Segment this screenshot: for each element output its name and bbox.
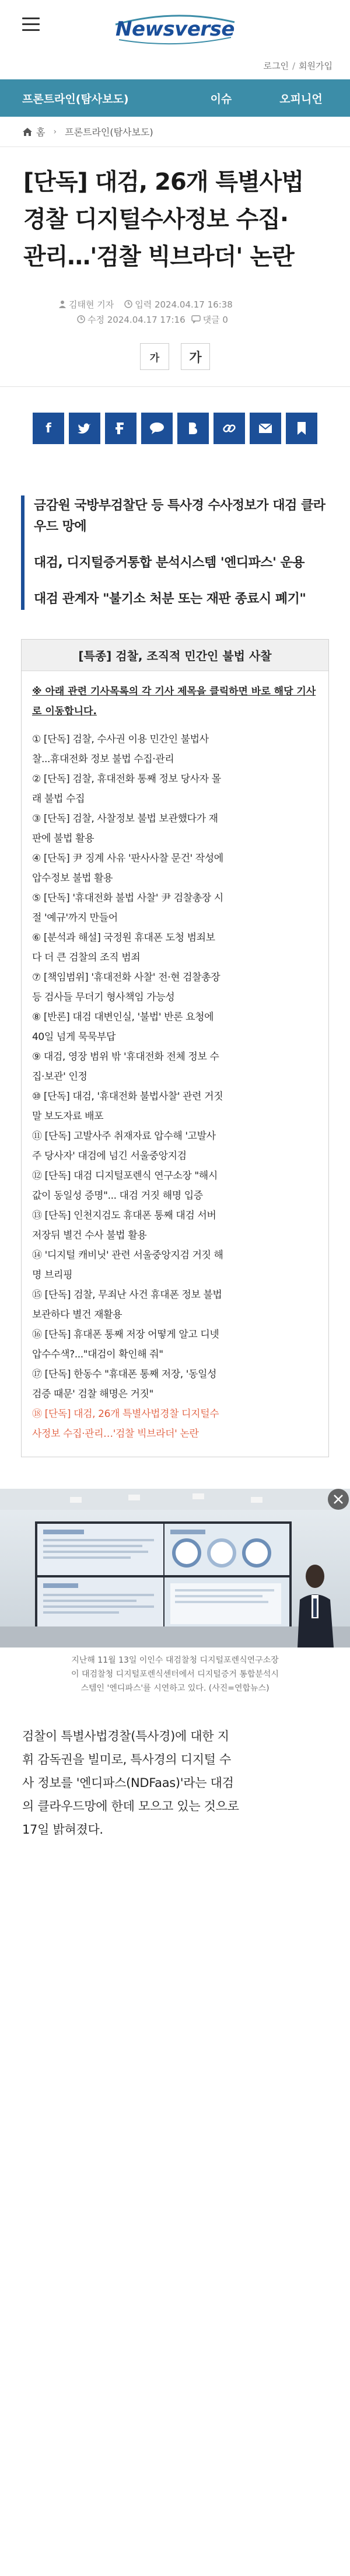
headline-line: 관리…'검찰 빅브라더' 논란: [23, 243, 294, 270]
summary-item: 대검 관계자 "불기소 처분 또는 재판 종료시 폐기": [34, 592, 306, 606]
related-article-link[interactable]: [32, 1126, 318, 1166]
bookmark-icon[interactable]: [286, 413, 317, 444]
body-line: 휘 감독권을 빌미로, 특사경의 디지털 수: [22, 1753, 232, 1767]
divider: [0, 386, 350, 387]
site-logo[interactable]: [99, 12, 251, 47]
menu-icon[interactable]: [22, 18, 40, 32]
breadcrumb-section[interactable]: 프론트라인(탐사보도): [65, 127, 153, 138]
related-article-link[interactable]: [32, 1166, 318, 1206]
related-article-line: ⑨ 대검, 영장 범위 밖 '휴대전화 전체 정보 수: [32, 1051, 219, 1063]
kakaotalk-icon[interactable]: [141, 413, 173, 444]
link-icon[interactable]: [214, 413, 245, 444]
clock-icon: [77, 315, 85, 323]
related-article-line: 절 '예규'까지 만들어: [32, 912, 118, 924]
font-size-controls: [0, 343, 350, 370]
nav-item-issue[interactable]: 이슈: [210, 92, 232, 106]
caption-line: 지난해 11월 13일 이인수 대검찰청 디지털포렌식연구소장: [71, 1656, 279, 1665]
related-article-link[interactable]: [32, 1404, 318, 1444]
email-icon[interactable]: [250, 413, 281, 444]
related-article-line: 검증 때문' 검찰 해명은 거짓": [32, 1388, 153, 1400]
related-article-line: 값이 동일성 증명"... 대검 거짓 해명 입증: [32, 1190, 203, 1202]
related-article-line: 저장뒤 별건 수사 불법 활용: [32, 1230, 147, 1241]
related-article-line: ⑭ '디지털 캐비닛' 관련 서울중앙지검 거짓 해: [32, 1249, 223, 1261]
related-article-line: ④ [단독] 尹 징계 사유 '판사사찰 문건' 작성에: [32, 853, 223, 864]
login-link[interactable]: 로그인: [263, 61, 289, 71]
related-article-line: ⑧ [반론] 대검 대변인실, '불법' 반론 요청에: [32, 1011, 214, 1023]
body-line: 17일 밝혀졌다.: [22, 1823, 103, 1837]
related-article-line: ⑱ [단독] 대검, 26개 특별사법경찰 디지털수: [32, 1408, 219, 1420]
article-headline: [0, 147, 350, 275]
related-article-link[interactable]: [32, 968, 318, 1007]
twitter-icon[interactable]: [69, 413, 100, 444]
related-article-line: 등 검사들 무더기 형사책임 가능성: [32, 992, 175, 1003]
related-article-line: ⑯ [단독] 휴대폰 통째 저장 어떻게 알고 디넷: [32, 1329, 219, 1341]
published-date: 입력 2024.04.17 16:38: [135, 299, 233, 310]
related-article-link[interactable]: [32, 1285, 318, 1325]
related-article-link[interactable]: [32, 888, 318, 928]
related-article-line: 압수수색?..."대검이 확인해 줘": [32, 1349, 163, 1360]
author: 김태현 기자: [69, 299, 114, 310]
headline-line: [단독] 대검, 26개 특별사법: [23, 169, 303, 196]
kakaostory-icon[interactable]: [105, 413, 136, 444]
related-article-line: ⑥ [분석과 해설] 국정원 휴대폰 도청 범죄보: [32, 932, 215, 944]
caption-line: 이 대검찰청 디지털포렌식센터에서 디지털증거 통합분석시: [71, 1670, 279, 1679]
related-article-link[interactable]: [32, 1007, 318, 1047]
related-article-line: 집·보관' 인정: [32, 1071, 88, 1083]
headline-line: 경찰 디지털수사정보 수집·: [23, 206, 289, 233]
related-article-line: ③ [단독] 검찰, 사찰정보 불법 보관했다가 재: [32, 813, 218, 825]
article-body: [0, 1695, 350, 1865]
related-article-line: ⑤ [단독] '휴대전화 불법 사찰' 尹 검찰총장 시: [32, 892, 223, 904]
font-decrease-button[interactable]: 가: [140, 343, 169, 370]
related-article-line: ⑦ [책임범위] '휴대전화 사찰' 전·현 검찰총장: [32, 972, 220, 983]
related-article-line: ① [단독] 검찰, 수사권 이용 민간인 불법사: [32, 734, 209, 745]
share-bar: [0, 413, 350, 444]
comment-icon: [191, 315, 201, 323]
related-article-line: 압수정보 불법 활용: [32, 872, 113, 884]
user-links: [263, 60, 332, 72]
related-article-line: ⑬ [단독] 인천지검도 휴대폰 통째 대검 서버: [32, 1210, 216, 1221]
nav-item-opinion[interactable]: 오피니언: [279, 92, 323, 106]
related-article-line: 명 브리핑: [32, 1269, 73, 1281]
related-article-link[interactable]: [32, 769, 318, 809]
related-articles-body: [22, 671, 328, 1457]
breadcrumb: [0, 117, 350, 147]
clock-icon: [124, 300, 132, 308]
band-icon[interactable]: [177, 413, 209, 444]
related-article-line: 판에 불법 활용: [32, 833, 94, 844]
related-note-text: ※ 아래 관련 기사목록의 각 기사 제목을 클릭하면 바로 해당 기사로 이동합니다.: [32, 686, 316, 717]
related-article-link[interactable]: [32, 1047, 318, 1087]
body-line: 의 클라우드망에 한데 모으고 있는 것으로: [22, 1799, 239, 1813]
body-line: 검찰이 특별사법경찰(특사경)에 대한 지: [22, 1729, 229, 1743]
facebook-icon[interactable]: f: [33, 413, 64, 444]
body-line: 사 정보를 '엔디파스(NDFaas)'라는 대검: [22, 1776, 234, 1790]
person-icon: [58, 300, 66, 308]
related-article-link[interactable]: [32, 1087, 318, 1126]
related-article-line: 래 불법 수집: [32, 793, 85, 805]
article-summary: [21, 495, 329, 610]
related-article-link[interactable]: [32, 1364, 318, 1404]
summary-item: 대검, 디지털증거통합 분석시스템 '엔디파스' 운용: [34, 556, 305, 570]
photo-caption: [0, 1647, 350, 1695]
related-article-line: 찰...휴대전화 정보 불법 수집·관리: [32, 753, 174, 765]
comment-count[interactable]: 댓글 0: [202, 314, 228, 325]
related-article-link[interactable]: [32, 1325, 318, 1364]
related-article-line: ⑪ [단독] 고발사주 취재자료 압수해 '고발사: [32, 1130, 216, 1142]
related-article-line: ⑫ [단독] 대검 디지털포렌식 연구소장 "해시: [32, 1170, 218, 1182]
related-article-line: ⑰ [단독] 한동수 "휴대폰 통째 저장, '동일성: [32, 1369, 217, 1380]
related-article-line: 주 당사자' 대검에 넘긴 서울중앙지검: [32, 1150, 187, 1162]
user-links-separator: /: [292, 61, 296, 71]
related-article-line: ⑩ [단독] 대검, '휴대전화 불법사찰' 관련 거짓: [32, 1091, 223, 1102]
main-nav: [0, 79, 350, 117]
site-header: [0, 0, 350, 79]
related-article-link[interactable]: [32, 1245, 318, 1285]
related-article-link[interactable]: [32, 928, 318, 968]
home-icon: [22, 127, 33, 137]
related-article-link[interactable]: [32, 729, 318, 769]
chevron-right-icon: ›: [53, 127, 57, 137]
join-link[interactable]: 회원가입: [299, 61, 332, 71]
breadcrumb-home[interactable]: 홈: [36, 127, 46, 138]
logo-text: Newsverse: [116, 18, 235, 41]
related-article-line: 말 보도자료 배포: [32, 1111, 104, 1122]
related-article-link[interactable]: [32, 849, 318, 888]
related-article-line: ② [단독] 검찰, 휴대전화 통째 정보 당사자 몰: [32, 773, 221, 785]
related-articles-box: [21, 639, 329, 1457]
related-article-line: 다 더 큰 검찰의 조직 범죄: [32, 952, 141, 964]
related-note: [32, 682, 318, 721]
font-increase-button[interactable]: 가: [181, 343, 210, 370]
related-article-line: ⑮ [단독] 검찰, 무죄난 사건 휴대폰 정보 불법: [32, 1289, 222, 1301]
caption-line: 스템인 '엔디파스'를 시연하고 있다. (사진=연합뉴스): [80, 1684, 270, 1693]
related-article-line: 보관하다 별건 재활용: [32, 1309, 123, 1321]
article-meta: [0, 296, 350, 327]
modified-date: 수정 2024.04.17 17:16: [88, 314, 186, 325]
related-article-line: 40일 넘게 묵묵부답: [32, 1031, 116, 1043]
photo-image: [0, 1489, 350, 1647]
related-article-link[interactable]: [32, 809, 318, 849]
related-article-line: 사정보 수집·관리…'검찰 빅브라더' 논란: [32, 1428, 199, 1440]
nav-item-frontline[interactable]: 프론트라인(탐사보도): [22, 92, 129, 106]
summary-item: 금감원 국방부검찰단 등 특사경 수사정보가 대검 클라우드 망에: [34, 498, 326, 534]
related-article-link[interactable]: [32, 1206, 318, 1245]
related-articles-title: [특종] 검찰, 조직적 민간인 불법 사찰: [22, 640, 328, 671]
related-articles-list: [32, 729, 318, 1444]
article-photo: [0, 1489, 350, 1647]
